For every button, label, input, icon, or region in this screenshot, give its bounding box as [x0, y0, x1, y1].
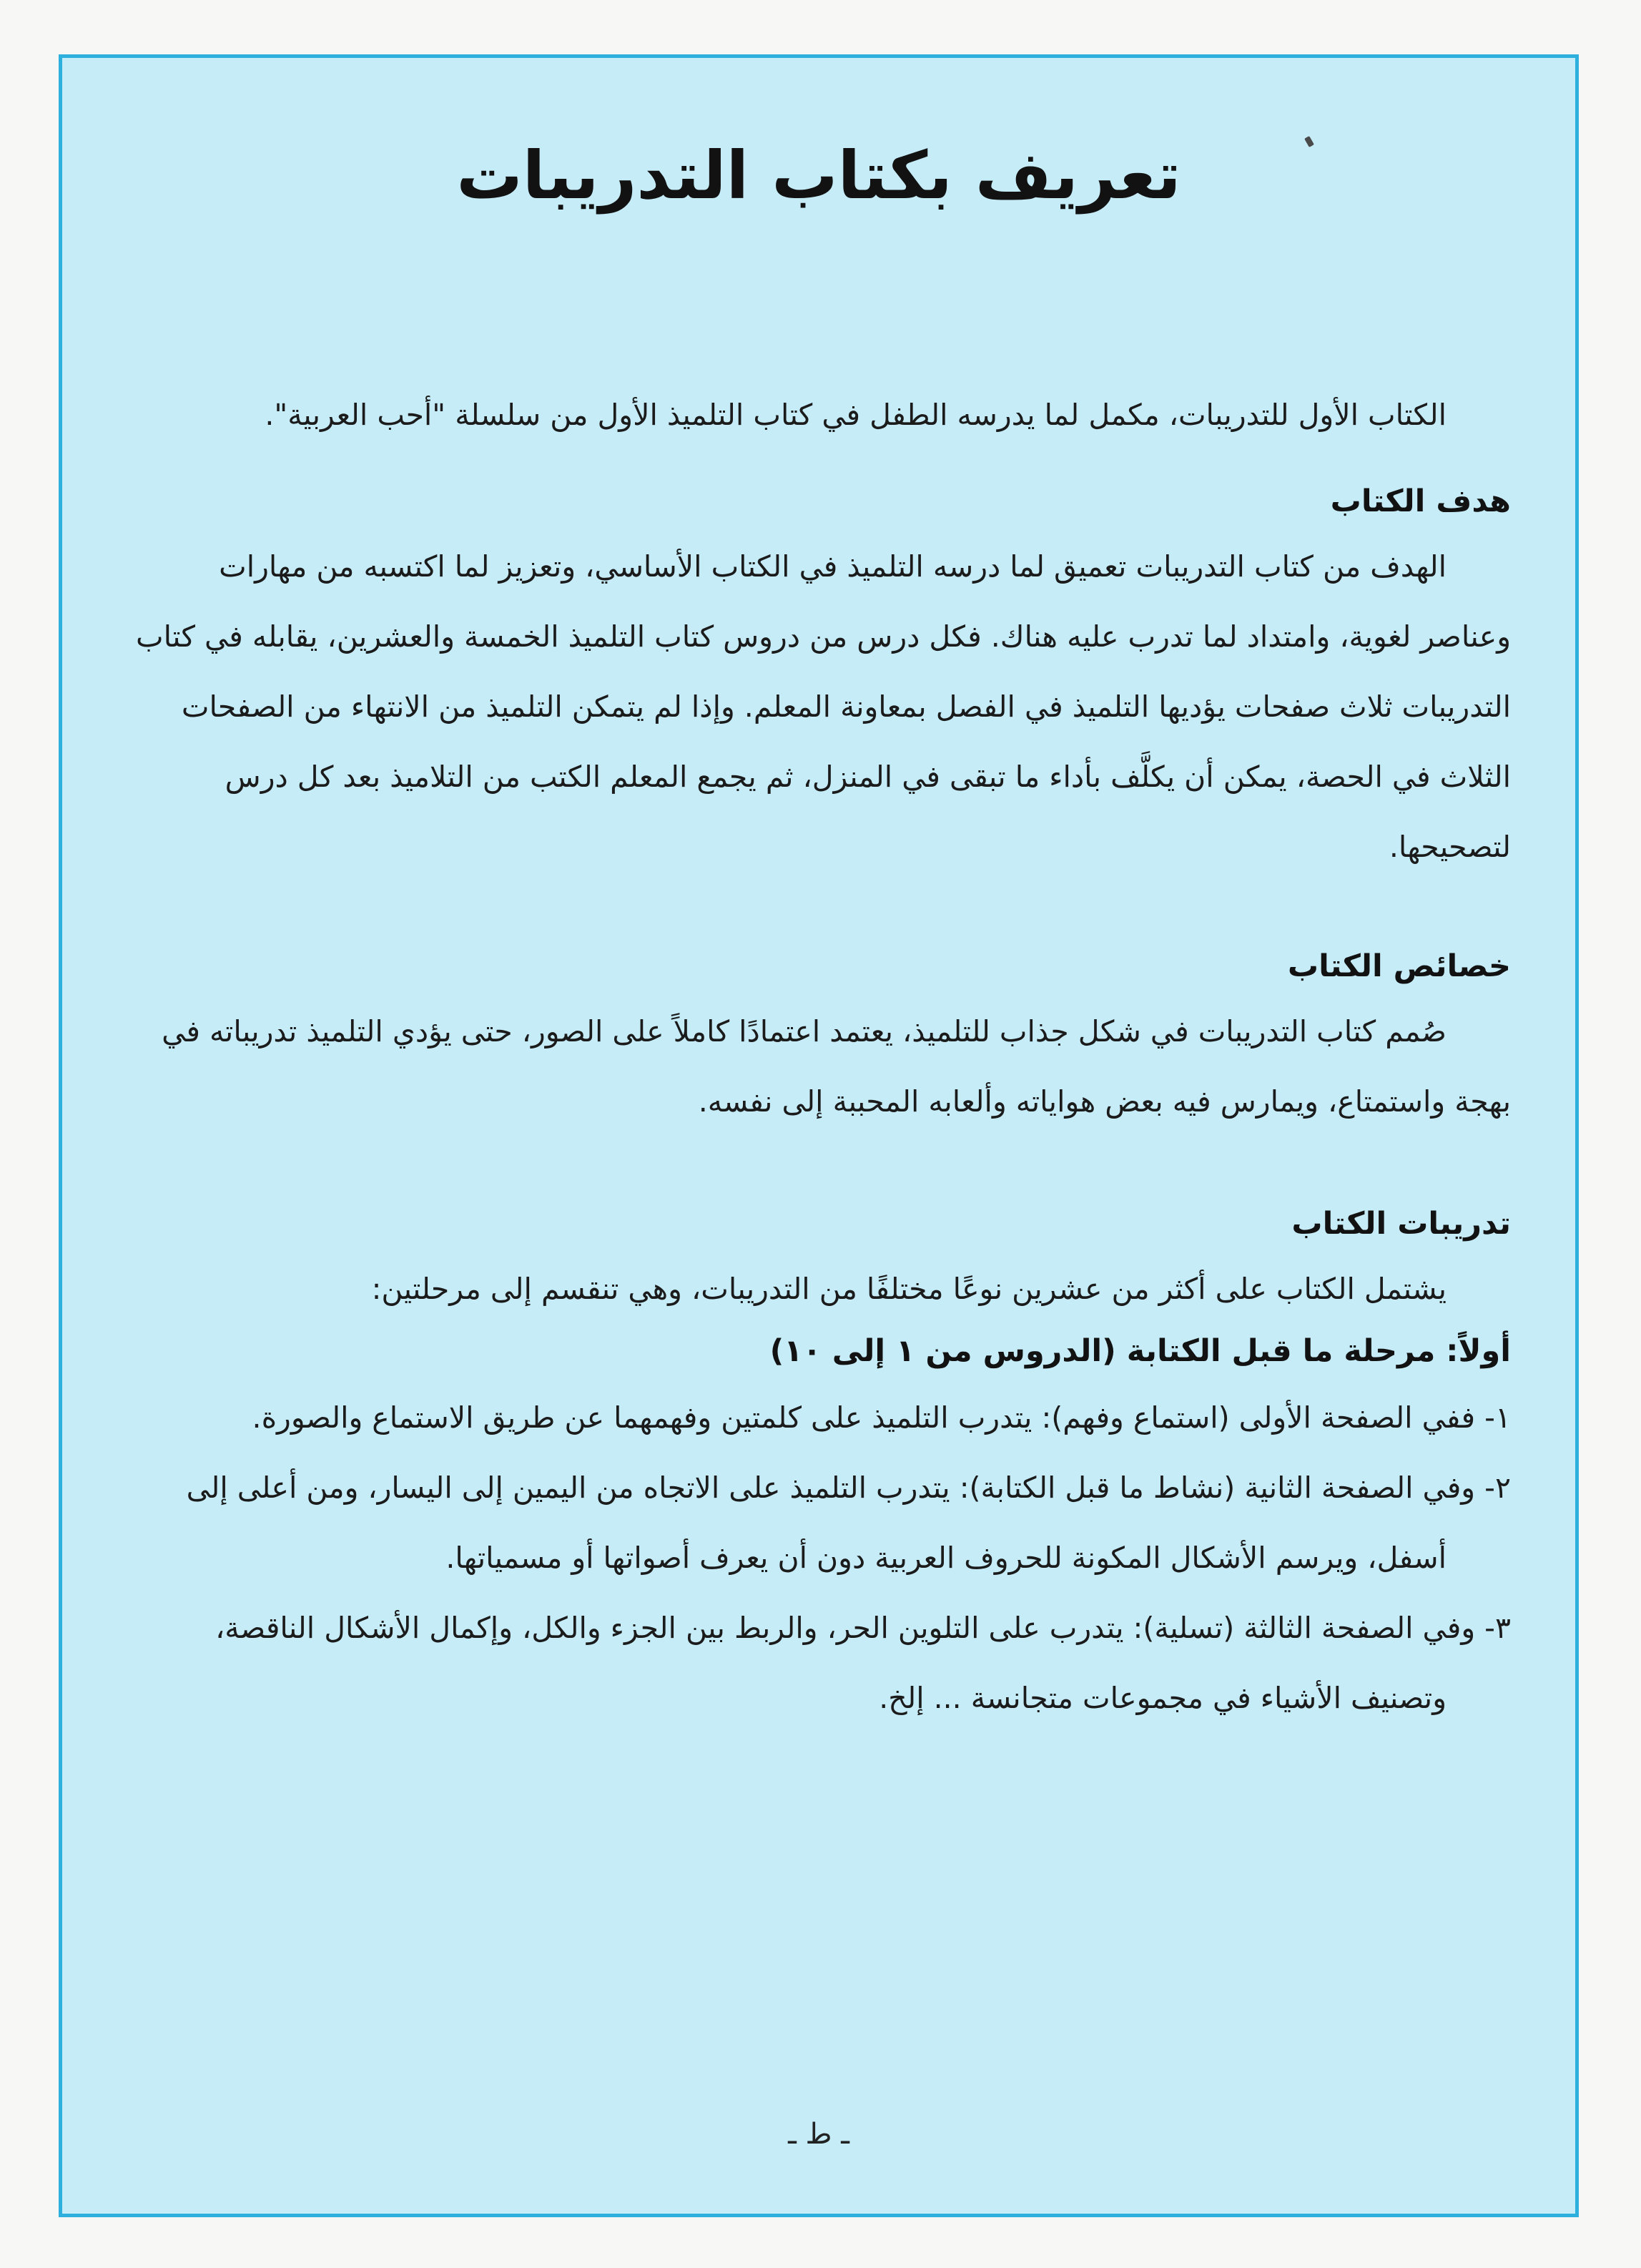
goal-section: [127, 480, 1511, 882]
list-item-number: ٣-: [1484, 1611, 1511, 1646]
intro-block: [127, 380, 1511, 450]
features-paragraph: صُمم كتاب التدريبات في شكل جذاب للتلميذ، يعتمد اعتمادًا كاملاً على الصور، حتى يؤدي التلميذ تدريباته في بهجة واستمتاع، ويمارس فيه بعض هواياته وألعابه المحببة إلى نفسه.: [162, 1014, 1511, 1119]
exercises-section: [127, 1202, 1511, 1733]
intro-paragraph: الكتاب الأول للتدريبات، مكمل لما يدرسه الطفل في كتاب التلميذ الأول من سلسلة "أحب العربية".: [265, 398, 1447, 432]
list-item: [127, 1383, 1511, 1453]
exercises-paragraph: يشتمل الكتاب على أكثر من عشرين نوعًا مختلفًا من التدريبات، وهي تنقسم إلى مرحلتين:: [371, 1272, 1447, 1307]
list-item-text: وفي الصفحة الثانية (نشاط ما قبل الكتابة): يتدرب التلميذ على الاتجاه من اليمين إلى اليسار، ومن أعلى إلى أسفل، ويرسم الأشكال المكونة للحروف العربية دون أن يعرف أصواتها أو مسمياتها.: [186, 1471, 1476, 1576]
stage-heading: أولاً: مرحلة ما قبل الكتابة (الدروس من ١ إلى ١٠): [769, 1333, 1511, 1370]
list-item-number: ١-: [1484, 1400, 1511, 1435]
exercises-heading: تدريبات الكتاب: [1291, 1206, 1511, 1242]
goal-heading: هدف الكتاب: [1330, 483, 1511, 519]
page-number: ـ ط ـ: [788, 2118, 849, 2151]
page-title: تعريف بكتاب التدريبات: [456, 137, 1181, 214]
features-heading: خصائص الكتاب: [1287, 948, 1511, 984]
list-item-number: ٢-: [1484, 1471, 1511, 1506]
features-section: [127, 945, 1511, 1137]
list-item: [127, 1593, 1511, 1733]
page-frame: [59, 54, 1579, 2217]
exercise-list: [127, 1383, 1511, 1733]
list-item-text: وفي الصفحة الثالثة (تسلية): يتدرب على التلوين الحر، والربط بين الجزء والكل، وإكمال الأشكال الناقصة، وتصنيف الأشياء في مجموعات متجانسة ... إلخ.: [215, 1611, 1476, 1716]
list-item-text: ففي الصفحة الأولى (استماع وفهم): يتدرب التلميذ على كلمتين وفهمهما عن طريق الاستماع والصورة.: [252, 1400, 1476, 1435]
list-item: [127, 1453, 1511, 1593]
goal-paragraph: الهدف من كتاب التدريبات تعميق لما درسه التلميذ في الكتاب الأساسي، وتعزيز لما اكتسبه من مهارات وعناصر لغوية، وامتداد لما تدرب عليه هناك. فكل درس من دروس كتاب التلميذ الخمسة والعشرين، يقابله في كتاب التدريبات ثلاث صفحات يؤديها التلميذ في الفصل بمعاونة المعلم. وإذا لم يتمكن التلميذ من الانتهاء من الصفحات الثلاث في الحصة، يمكن أن يكلَّف بأداء ما تبقى في المنزل، ثم يجمع المعلم الكتب من التلاميذ بعد كل درس لتصحيحها.: [136, 549, 1511, 865]
